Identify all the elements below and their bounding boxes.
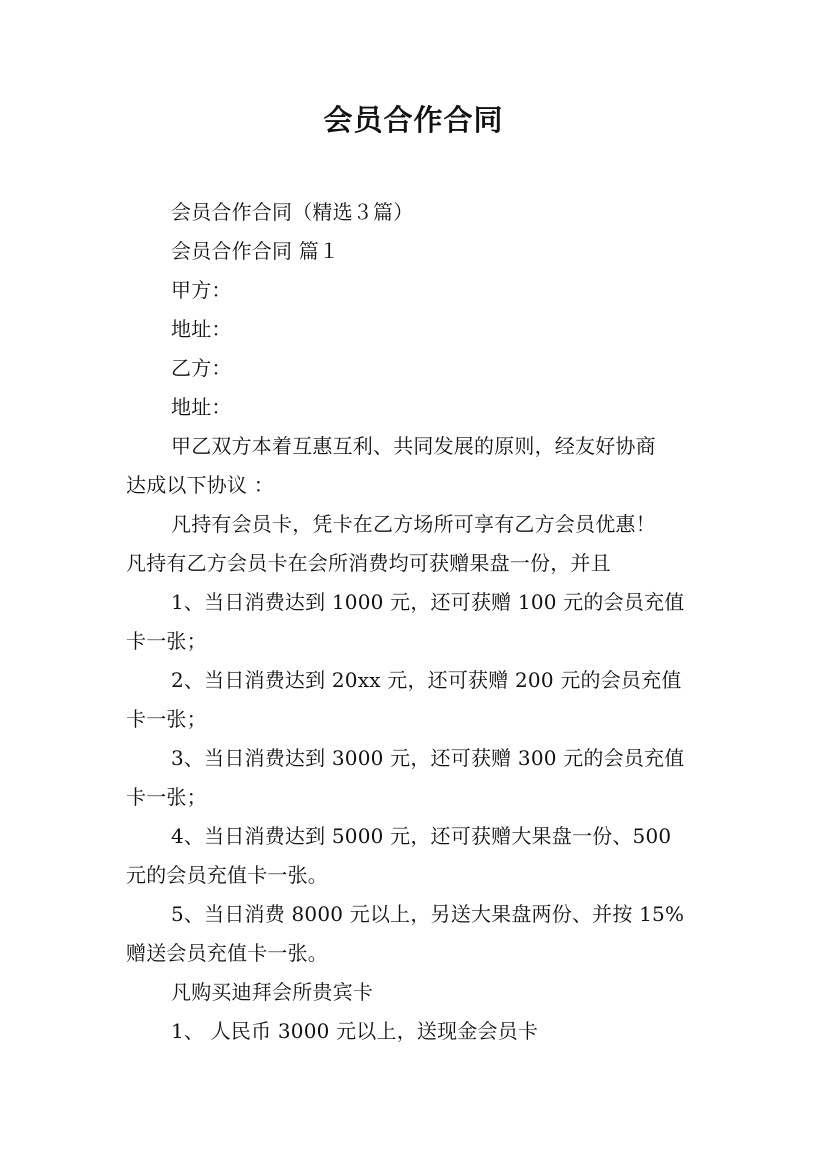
- benefit-item-2-line-2: 卡一张；: [126, 707, 207, 731]
- benefit-item-1-line-1: 1、当日消费达到 1000 元，还可获赠 100 元的会员充值: [171, 590, 685, 614]
- party-a-label: 甲方：: [171, 278, 232, 302]
- member-card-paragraph-line-1: 凡持有会员卡，凭卡在乙方场所可享有乙方会员优惠！: [171, 512, 656, 536]
- benefit-item-4-line-2: 元的会员充值卡一张。: [126, 863, 328, 887]
- vip-card-heading: 凡购买迪拜会所贵宾卡: [171, 980, 373, 1004]
- benefit-item-5-line-1: 5、当日消费 8000 元以上，另送大果盘两份、并按 15%: [171, 902, 685, 926]
- vip-card-item-1: 1、 人民币 3000 元以上，送现金会员卡: [171, 1019, 539, 1043]
- party-b-label: 乙方：: [171, 356, 232, 380]
- agreement-paragraph-line-1: 甲乙双方本着互惠互利、共同发展的原则，经友好协商: [171, 434, 656, 458]
- benefit-item-3-line-2: 卡一张；: [126, 785, 207, 809]
- benefit-item-4-line-1: 4、当日消费达到 5000 元，还可获赠大果盘一份、500: [171, 824, 672, 848]
- agreement-paragraph-line-2: 达成以下协议 ：: [126, 473, 274, 497]
- party-a-address-label: 地址：: [171, 317, 232, 341]
- benefit-item-5-line-2: 赠送会员充值卡一张。: [126, 941, 328, 965]
- document-title: 会员合作合同: [323, 103, 504, 137]
- party-b-address-label: 地址：: [171, 395, 232, 419]
- benefit-item-1-line-2: 卡一张；: [126, 629, 207, 653]
- document-body: [126, 193, 704, 1051]
- benefit-item-2-line-1: 2、当日消费达到 20xx 元，还可获赠 200 元的会员充值: [171, 668, 682, 692]
- section-heading: 会员合作合同 篇１: [171, 239, 340, 263]
- member-card-paragraph-line-2: 凡持有乙方会员卡在会所消费均可获赠果盘一份，并且: [126, 551, 611, 575]
- subtitle-line: 会员合作合同（精选３篇）: [171, 200, 414, 224]
- benefit-item-3-line-1: 3、当日消费达到 3000 元，还可获赠 300 元的会员充值: [171, 746, 685, 770]
